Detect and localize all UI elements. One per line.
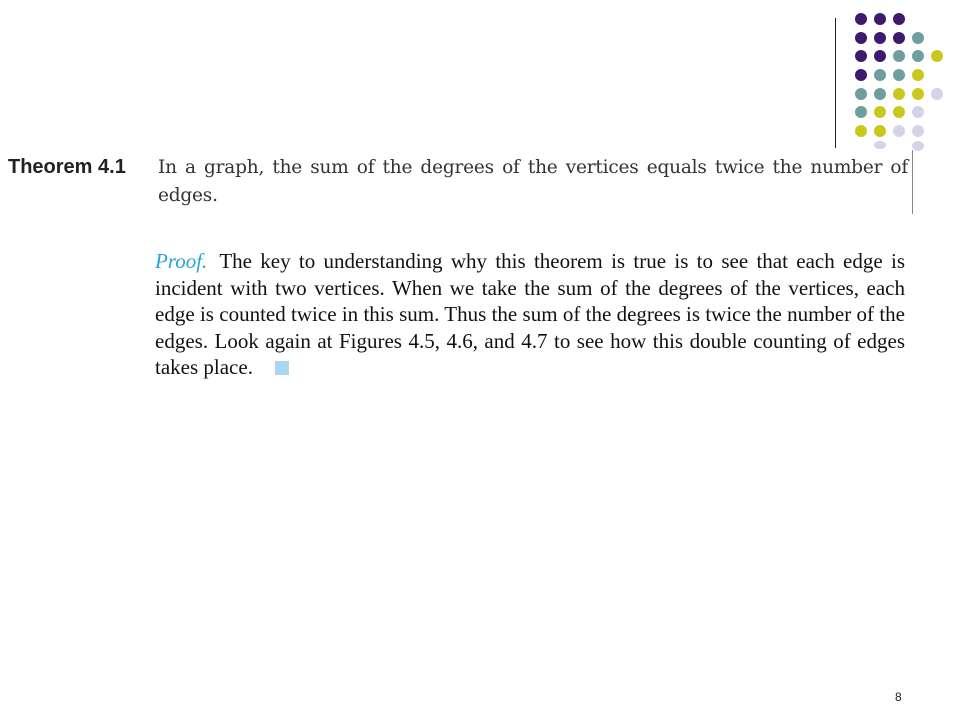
dot — [855, 88, 867, 100]
decorative-dot-grid — [849, 13, 949, 163]
dot — [893, 50, 905, 62]
dot — [931, 88, 943, 100]
dot — [893, 106, 905, 118]
dot — [893, 69, 905, 81]
dot — [912, 69, 924, 81]
dot — [874, 125, 886, 137]
decorative-line-left — [835, 18, 836, 148]
dot — [931, 50, 943, 62]
page-number: 8 — [895, 690, 902, 704]
dot — [855, 125, 867, 137]
dot — [893, 32, 905, 44]
dot — [874, 50, 886, 62]
theorem-statement: In a graph, the sum of the degrees of the vertices equals twice the number of edges. — [158, 157, 908, 206]
dot — [912, 106, 924, 118]
dot — [874, 13, 886, 25]
dot — [912, 32, 924, 44]
dot — [874, 88, 886, 100]
proof-label: Proof. — [155, 249, 208, 273]
dot — [855, 106, 867, 118]
dot — [893, 88, 905, 100]
dot — [893, 125, 905, 137]
qed-square-icon — [275, 361, 289, 375]
theorem-label: Theorem 4.1 — [8, 156, 126, 178]
dot — [855, 13, 867, 25]
dot — [912, 125, 924, 137]
dot — [893, 13, 905, 25]
dot — [912, 50, 924, 62]
dot — [855, 69, 867, 81]
proof-paragraph — [155, 248, 905, 381]
dot — [874, 69, 886, 81]
dot — [912, 141, 924, 151]
dot — [855, 50, 867, 62]
dot — [855, 32, 867, 44]
proof-text: The key to understanding why this theorem is true is to see that each edge is incident with two vertices. When we take the sum of the degrees of the vertices, each edge is counted twice in this sum. Thus the sum of the degrees is twice the number of the edges. Look again at Figures 4.5, 4.6, and 4.7 to see how this double counting of edges takes place. — [155, 249, 905, 379]
dot — [874, 106, 886, 118]
dot — [874, 32, 886, 44]
dot — [912, 88, 924, 100]
dot — [874, 141, 886, 149]
